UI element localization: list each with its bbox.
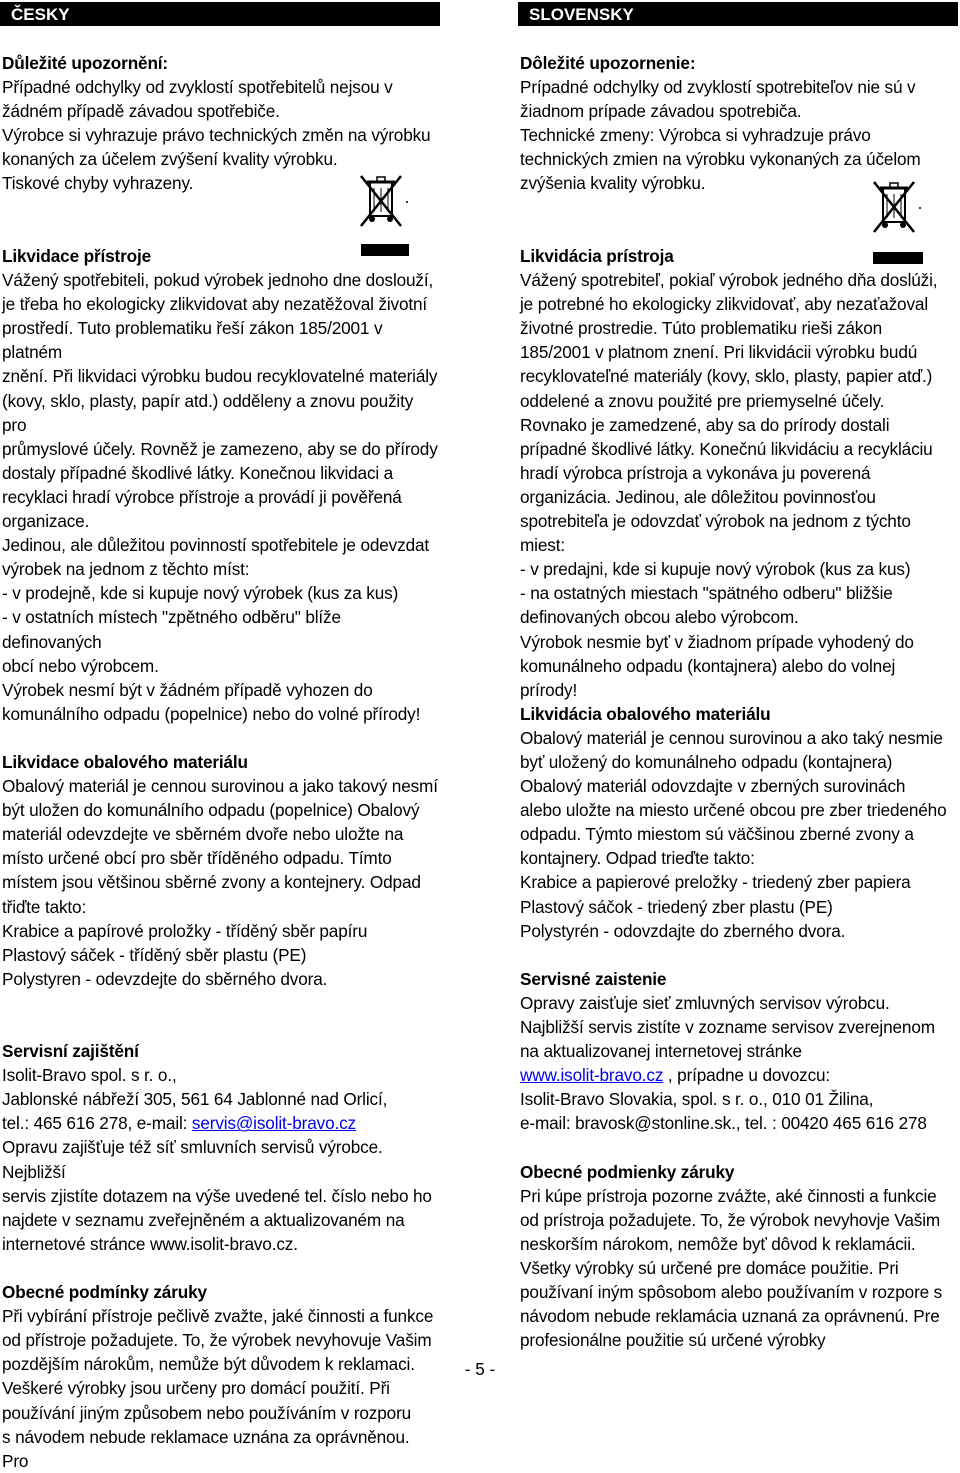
czech-packaging-text: [2, 774, 440, 991]
text-line: konaných za účelem zvýšení kvality výrobku.: [2, 149, 338, 170]
text-line: Veškeré výrobky jsou určeny pro domácí použití. Při: [2, 1378, 390, 1399]
text-line: technických zmien na výrobku vykonaných za účelom: [520, 149, 921, 170]
text-line: - v predajni, kde si kupuje nový výrobok (kus za kus): [520, 559, 911, 580]
text-line: Jablonské nábřeží 305, 561 64 Jablonné nad Orlicí,: [2, 1089, 388, 1110]
text-line: miest:: [520, 535, 565, 556]
text-line: komunálneho odpadu (kontajnera) alebo do volnej: [520, 655, 896, 676]
text-line: Výrobce si vyhrazuje právo technických změn na výrobku: [2, 125, 431, 146]
czech-notice-title: Důležité upozornění:: [2, 53, 169, 73]
text-line: Polystyren - odevzdejte do sběrného dvora.: [2, 968, 328, 989]
czech-service-contact: [2, 1111, 440, 1135]
text-line: je třeba ho ekologicky zlikvidovat aby nezatěžoval životní: [2, 294, 428, 315]
slovak-service-url-suffix: , prípadne u dovozcu:: [663, 1065, 831, 1086]
text-line: organizácia. Jedinou, ale dôležitou povinnosťou: [520, 486, 876, 507]
text-line: Polystyrén - odovzdajte do zberného dvora.: [520, 920, 846, 941]
text-line: Případné odchylky od zvyklostí spotřebitelů nejsou v: [2, 77, 393, 98]
text-line: Opravu zajišťuje též síť smluvních servisů výrobce. Nejbližší: [2, 1137, 383, 1182]
text-line: Obalový materiál odovzdajte v zberných surovinách: [520, 776, 906, 797]
text-line: neskorším nárokom, nemôže byť dôvod k reklamácii.: [520, 1233, 916, 1254]
text-line: prírody!: [520, 679, 578, 700]
text-line: internetové stránce www.isolit-bravo.cz.: [2, 1233, 298, 1254]
slovak-service-importer: [520, 1087, 958, 1135]
text-line: návodom nebude reklamácia uznaná za oprávnenú. Pre: [520, 1306, 940, 1327]
slovak-notice: [520, 51, 958, 196]
text-line: Krabice a papírové proložky - tříděný sběr papíru: [2, 920, 368, 941]
text-line: prostředí. Tuto problematiku řeší zákon 185/2001 v platném: [2, 318, 383, 363]
slovak-service-title: Servisné zaistenie: [520, 968, 667, 989]
text-line: byť uložený do komunálneho odpadu (kontajnera): [520, 751, 893, 772]
czech-service-title: Servisní zajištění: [2, 1041, 139, 1062]
czech-service-tel: tel.: 465 616 278, e-mail:: [2, 1113, 192, 1134]
text-line: Technické zmeny: Výrobca si vyhradzuje právo: [520, 125, 871, 146]
czech-disposal: [2, 244, 440, 1473]
text-line: průmyslové účely. Rovněž je zamezeno, aby se do přírody: [2, 438, 438, 459]
text-line: Výrobok nesmie byť v žiadnom prípade vyhodený do: [520, 631, 914, 652]
text-line: spotrebiteľa je odovzdať výrobok na jednom z týchto: [520, 511, 911, 532]
text-line: prípadné škodlivé látky. Konečnú likvidáciu a recykláciu: [520, 438, 933, 459]
text-line: odpadu. Týmto miestom sú väčšinou zberné zvony a: [520, 824, 914, 845]
text-line: Prípadné odchylky od zvyklostí spotrebiteľov nie sú v: [520, 77, 916, 98]
czech-disposal-title: Likvidace přístroje: [2, 246, 152, 266]
text-line: - na ostatných miestach "spätného odberu" bližšie: [520, 583, 893, 604]
text-line: komunálního odpadu (popelnice) nebo do volné přírody!: [2, 703, 421, 724]
text-line: od prístroja požadujete. To, že výrobok nevyhovje Vašim: [520, 1209, 941, 1230]
text-line: Výrobek nesmí být v žádném případě vyhozen do: [2, 679, 373, 700]
text-line: pozdějším nárokům, nemůže být důvodem k reklamaci.: [2, 1354, 415, 1375]
text-line: Krabice a papierové preložky - triedený zber papiera: [520, 872, 911, 893]
text-line: (kovy, sklo, plasty, papír atd.) odděleny a znovu použity pro: [2, 390, 414, 435]
text-line: profesionálne použitie sú určené výrobky: [520, 1330, 826, 1351]
text-line: Najbližší servis zistíte v zozname servisov zverejnenom: [520, 1017, 935, 1037]
text-line: třiďte takto:: [2, 896, 87, 917]
czech-disposal-text: [2, 268, 440, 726]
text-line: dostaly případné škodlivé látky. Konečnou likvidaci a: [2, 462, 394, 483]
text-line: e-mail: bravosk@stonline.sk., tel. : 00420 465 616 278: [520, 1113, 927, 1134]
slovak-disposal-text: [520, 268, 958, 702]
slovak-packaging-text: [520, 726, 958, 943]
text-line: materiál odevzdejte ve sběrném dvoře nebo uložte na: [2, 824, 404, 845]
slovak-service-text: [520, 991, 958, 1063]
text-line: - v ostatních místech "zpětného odběru" blíže definovaných: [2, 607, 341, 652]
slovak-notice-title: Dôležité upozornenie:: [520, 53, 696, 73]
slovak-warranty-title: Obecné podmienky záruky: [520, 1161, 735, 1182]
text-line: Vážený spotřebiteli, pokud výrobek jednoho dne doslouží,: [2, 270, 434, 291]
text-line: Při vybírání přístroje pečlivě zvažte, jaké činnosti a funkce: [2, 1306, 434, 1327]
text-line: Jedinou, ale důležitou povinností spotřebitele je odevzdat: [2, 535, 430, 556]
text-line: Plastový sáček - tříděný sběr plastu (PE): [2, 944, 307, 965]
text-line: od přístroje požadujete. To, že výrobek nevyhovuje Vašim: [2, 1330, 432, 1351]
slovak-packaging-title: Likvidácia obalového materiálu: [520, 703, 771, 724]
text-line: 185/2001 v platnom znení. Pri likvidácii výrobku budú: [520, 342, 918, 363]
text-line: životné prostredie. Túto problematiku rieši zákon: [520, 318, 883, 339]
text-line: - v prodejně, kde si kupuje nový výrobek (kus za kus): [2, 583, 399, 604]
text-line: žiadnom prípade závadou spotrebiča.: [520, 101, 802, 122]
text-line: Obalový materiál je cennou surovinou a ako taký nesmie: [520, 727, 943, 748]
text-line: najdete v seznamu zveřejněném a aktualizovaném na: [2, 1209, 405, 1230]
text-line: místem jsou většinou sběrné zvony a kontejnery. Odpad: [2, 872, 421, 893]
slovak-warranty-text: [520, 1184, 958, 1353]
czech-warranty-title: Obecné podmínky záruky: [2, 1282, 207, 1303]
text-line: kontajnery. Odpad trieďte takto:: [520, 848, 755, 869]
text-line: obcí nebo výrobcem.: [2, 655, 159, 676]
text-line: znění. Při likvidaci výrobku budou recyklovatelné materiály: [2, 366, 438, 387]
weee-bin-icon: [357, 172, 409, 230]
text-line: Opravy zaisťuje sieť zmluvných servisov výrobcu.: [520, 992, 890, 1013]
text-line: servis zjistíte dotazem na výše uvedené tel. číslo nebo ho: [2, 1185, 432, 1206]
czech-service-text: [2, 1135, 440, 1255]
text-line: Isolit-Bravo Slovakia, spol. s r. o., 010 01 Žilina,: [520, 1089, 874, 1110]
czech-service-email-link[interactable]: servis@isolit-bravo.cz: [191, 1113, 356, 1134]
slovak-disposal: [520, 244, 958, 1352]
text-line: Pri kúpe prístroja pozorne zvážte, aké činnosti a funkcie: [520, 1185, 937, 1206]
text-line: používaní iným spôsobom alebo používaním v rozpore s: [520, 1282, 943, 1303]
text-line: s návodem nebude reklamace uznána za oprávněnou. Pro: [2, 1426, 410, 1471]
text-line: Rovnako je zamedzené, aby sa do prírody dostali: [520, 414, 890, 435]
slovak-disposal-title: Likvidácia prístroja: [520, 246, 674, 266]
page-number: - 5 -: [464, 1359, 496, 1379]
czech-service-address: [2, 1063, 440, 1111]
text-line: používání jiným způsobem nebo používáním v rozporu: [2, 1402, 412, 1423]
text-line: je potrebné ho ekologicky zlikvidovať, aby nezaťažoval: [520, 294, 928, 315]
language-header-slovak: SLOVENSKY: [518, 2, 958, 26]
text-line: recyklaci hradí výrobce přístroje a provádí ji pověřená: [2, 486, 402, 507]
text-line: Isolit-Bravo spol. s r. o.,: [2, 1065, 177, 1086]
slovak-service-url-line: [520, 1063, 958, 1087]
text-line: být uložen do komunálního odpadu (popelnice) Obalový: [2, 800, 420, 821]
text-line: alebo uložte na miesto určené obcou pre zber triedeného: [520, 800, 947, 821]
text-line: zvýšenia kvality výrobku.: [520, 173, 706, 194]
text-line: místo určené obcí pro sběr tříděného odpadu. Tímto: [2, 848, 392, 869]
text-line: definovaných obcou alebo výrobcom.: [520, 607, 799, 628]
czech-packaging-title: Likvidace obalového materiálu: [2, 751, 248, 772]
weee-bin-icon: [870, 178, 922, 236]
slovak-service-url-link[interactable]: www.isolit-bravo.cz: [520, 1065, 664, 1086]
text-line: na aktualizovanej internetovej stránke: [520, 1041, 802, 1062]
text-line: hradí výrobca prístroja a vykonáva ju poverená: [520, 462, 871, 483]
text-line: Obalový materiál je cennou surovinou a jako takový nesmí: [2, 776, 438, 797]
text-line: Vážený spotrebiteľ, pokiaľ výrobok jedného dňa doslúži,: [520, 270, 938, 291]
language-header-czech: ČESKY: [0, 2, 440, 26]
text-line: Tiskové chyby vyhrazeny.: [2, 173, 194, 194]
text-line: recyklovateľné materiály (kovy, sklo, plasty, papier atď.): [520, 366, 933, 387]
text-line: organizace.: [2, 511, 90, 532]
text-line: žádném případě závadou spotřebiče.: [2, 101, 280, 122]
text-line: výrobek na jednom z těchto míst:: [2, 559, 250, 580]
text-line: Všetky výrobky sú určené pre domáce použitie. Pri: [520, 1257, 899, 1278]
text-line: Plastový sáčok - triedený zber plastu (PE): [520, 896, 833, 917]
text-line: oddelené a znovu použité pre priemyselné účely.: [520, 390, 885, 411]
czech-warranty-text: [2, 1304, 440, 1473]
